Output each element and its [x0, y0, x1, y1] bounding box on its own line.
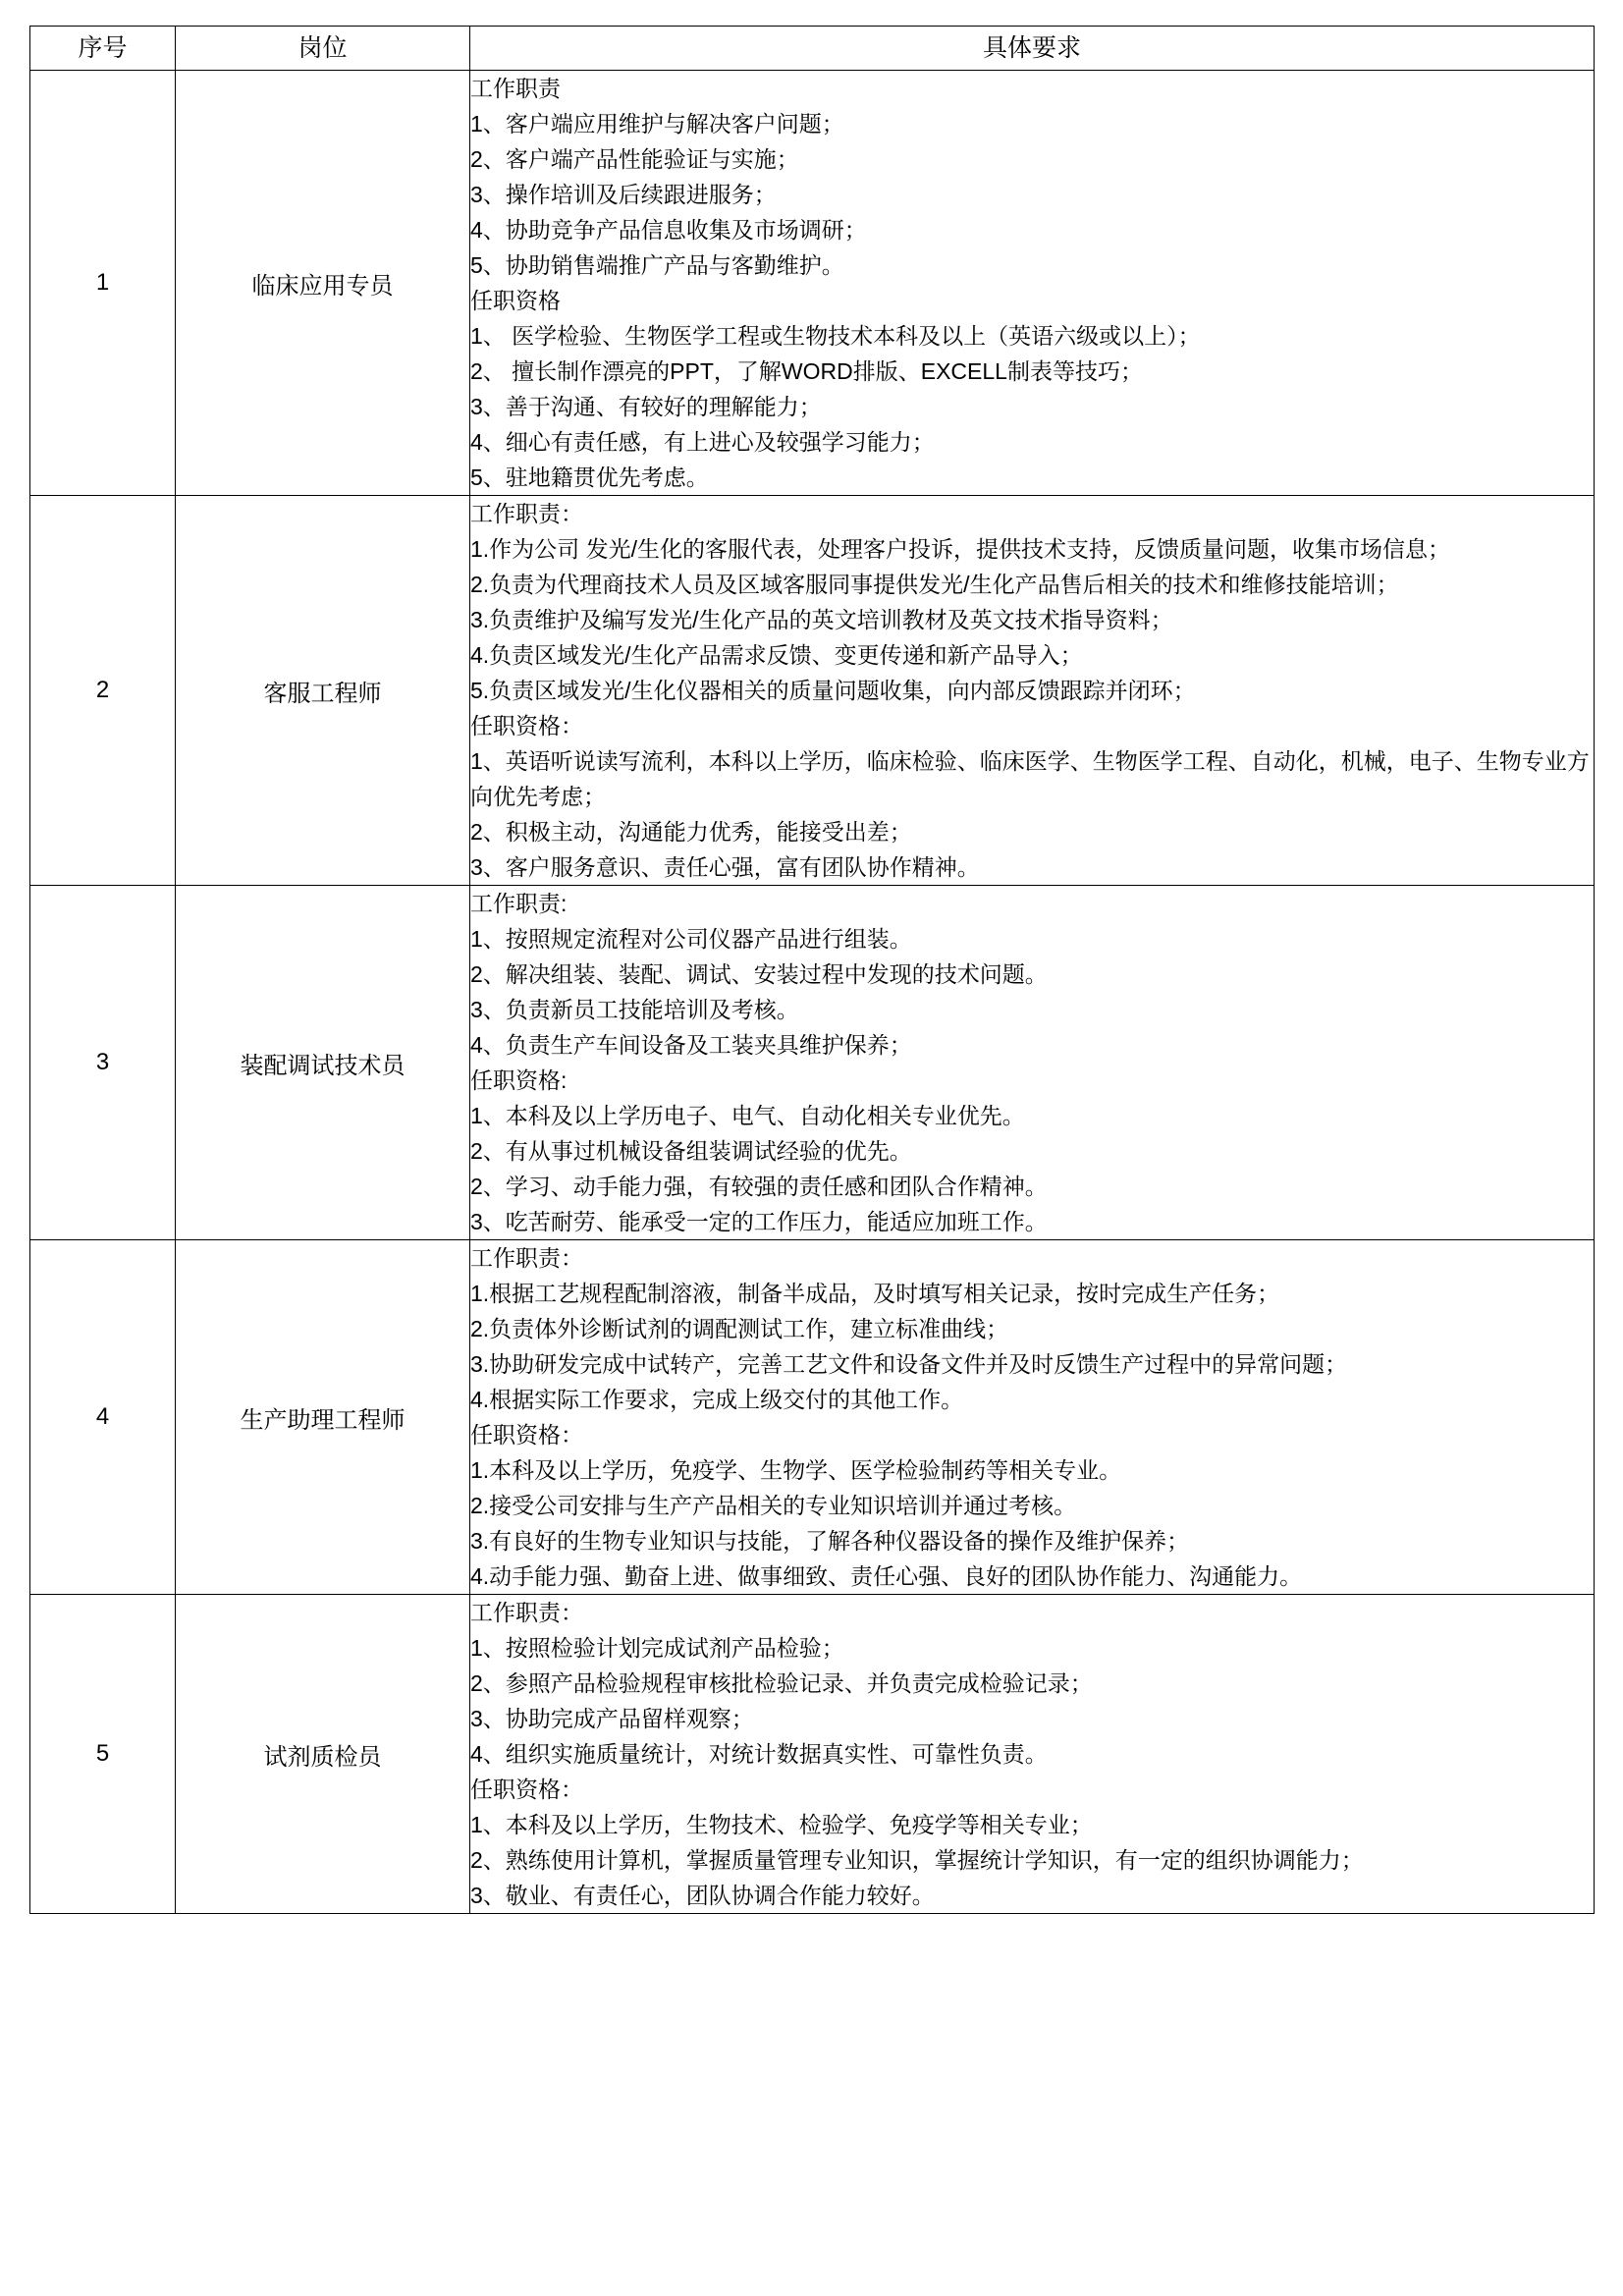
detail-line: 1.本科及以上学历，免疫学、生物学、医学检验制药等相关专业。 — [470, 1457, 1122, 1483]
detail-line: 2、参照产品检验规程审核批检验记录、并负责完成检验记录； — [470, 1670, 1093, 1696]
detail-line: 任职资格： — [470, 1777, 583, 1802]
column-header-index: 序号 — [30, 27, 176, 71]
detail-line: 5、协助销售端推广产品与客勤维护。 — [470, 252, 844, 278]
table-row — [30, 71, 1595, 496]
row-detail-5 — [470, 1595, 1595, 1914]
table-row — [30, 1595, 1595, 1914]
detail-line: 4、负责生产车间设备及工装夹具维护保养； — [470, 1032, 912, 1058]
detail-line: 3、善于沟通、有较好的理解能力； — [470, 394, 822, 419]
row-index-4: 4 — [30, 1240, 176, 1595]
detail-line: 1、英语听说读写流利，本科以上学历，临床检验、临床医学、生物医学工程、自动化，机械，电子、生物专业方向优先考虑； — [470, 748, 1590, 809]
detail-line: 5、驻地籍贯优先考虑。 — [470, 465, 709, 490]
detail-line: 1、 医学检验、生物医学工程或生物技术本科及以上（英语六级或以上）； — [470, 323, 1201, 349]
row-position-2: 客服工程师 — [176, 496, 470, 886]
detail-line: 3.协助研发完成中试转产，完善工艺文件和设备文件并及时反馈生产过程中的异常问题； — [470, 1351, 1348, 1377]
row-detail-1 — [470, 71, 1595, 496]
detail-line: 2、有从事过机械设备组装调试经验的优先。 — [470, 1138, 912, 1164]
detail-line: 1、客户端应用维护与解决客户问题； — [470, 111, 844, 137]
detail-line: 1.作为公司 发光/生化的客服代表，处理客户投诉，提供技术支持，反馈质量问题，收集市场信息； — [470, 536, 1450, 562]
detail-line: 1.根据工艺规程配制溶液，制备半成品，及时填写相关记录，按时完成生产任务； — [470, 1281, 1280, 1306]
detail-line: 工作职责: — [470, 891, 568, 916]
detail-line: 1、按照规定流程对公司仪器产品进行组装。 — [470, 926, 912, 952]
detail-line: 2、学习、动手能力强，有较强的责任感和团队合作精神。 — [470, 1174, 1048, 1199]
detail-line: 工作职责： — [470, 1600, 583, 1625]
detail-line: 4、细心有责任感，有上进心及较强学习能力； — [470, 429, 935, 455]
table-header-row — [30, 27, 1595, 71]
detail-line: 3、客户服务意识、责任心强，富有团队协作精神。 — [470, 854, 980, 880]
row-detail-3 — [470, 886, 1595, 1240]
detail-line: 工作职责： — [470, 1245, 583, 1271]
detail-line: 3、协助完成产品留样观察； — [470, 1706, 754, 1731]
column-header-detail: 具体要求 — [470, 27, 1595, 71]
detail-line: 2、积极主动，沟通能力优秀，能接受出差； — [470, 819, 912, 845]
detail-line: 1、按照检验计划完成试剂产品检验； — [470, 1635, 844, 1661]
detail-line: 4、协助竞争产品信息收集及市场调研； — [470, 217, 867, 243]
row-index-2: 2 — [30, 496, 176, 886]
table-header — [30, 27, 1595, 71]
column-header-position: 岗位 — [176, 27, 470, 71]
detail-line: 3、负责新员工技能培训及考核。 — [470, 997, 799, 1022]
table-row — [30, 1240, 1595, 1595]
detail-line: 任职资格: — [470, 1067, 568, 1093]
detail-line: 2、解决组装、装配、调试、安装过程中发现的技术问题。 — [470, 961, 1048, 987]
detail-line: 3.负责维护及编写发光/生化产品的英文培训教材及英文技术指导资料； — [470, 607, 1173, 632]
detail-line: 3.有良好的生物专业知识与技能，了解各种仪器设备的操作及维护保养； — [470, 1528, 1190, 1554]
row-detail-2 — [470, 496, 1595, 886]
detail-line: 3、吃苦耐劳、能承受一定的工作压力，能适应加班工作。 — [470, 1209, 1048, 1234]
detail-line: 4.动手能力强、勤奋上进、做事细致、责任心强、良好的团队协作能力、沟通能力。 — [470, 1563, 1303, 1589]
detail-text-2 — [470, 496, 1594, 885]
detail-line: 3、敬业、有责任心，团队协调合作能力较好。 — [470, 1883, 935, 1908]
row-position-5: 试剂质检员 — [176, 1595, 470, 1914]
detail-line: 任职资格： — [470, 713, 583, 738]
detail-text-5 — [470, 1595, 1594, 1913]
detail-line: 2、熟练使用计算机，掌握质量管理专业知识，掌握统计学知识，有一定的组织协调能力； — [470, 1847, 1364, 1873]
row-index-1: 1 — [30, 71, 176, 496]
detail-line: 2.负责体外诊断试剂的调配测试工作，建立标准曲线； — [470, 1316, 1009, 1341]
detail-line: 任职资格 — [470, 288, 561, 313]
detail-line: 2、 擅长制作漂亮的PPT，了解WORD排版、EXCELL制表等技巧； — [470, 358, 1143, 384]
row-index-3: 3 — [30, 886, 176, 1240]
detail-line: 任职资格： — [470, 1422, 583, 1448]
row-position-1: 临床应用专员 — [176, 71, 470, 496]
table-row — [30, 496, 1595, 886]
detail-line: 3、操作培训及后续跟进服务； — [470, 182, 777, 207]
detail-line: 2、客户端产品性能验证与实施； — [470, 146, 799, 172]
row-detail-4 — [470, 1240, 1595, 1595]
detail-line: 2.负责为代理商技术人员及区域客服同事提供发光/生化产品售后相关的技术和维修技能培训； — [470, 572, 1399, 597]
detail-line: 工作职责 — [470, 76, 561, 101]
row-position-4: 生产助理工程师 — [176, 1240, 470, 1595]
detail-line: 工作职责： — [470, 501, 583, 526]
detail-line: 2.接受公司安排与生产产品相关的专业知识培训并通过考核。 — [470, 1493, 1077, 1518]
detail-line: 5.负责区域发光/生化仪器相关的质量问题收集，向内部反馈跟踪并闭环； — [470, 678, 1196, 703]
detail-line: 4.根据实际工作要求，完成上级交付的其他工作。 — [470, 1387, 964, 1412]
detail-line: 1、本科及以上学历电子、电气、自动化相关专业优先。 — [470, 1103, 1025, 1128]
detail-line: 4、组织实施质量统计，对统计数据真实性、可靠性负责。 — [470, 1741, 1048, 1767]
row-index-5: 5 — [30, 1595, 176, 1914]
detail-text-1 — [470, 71, 1594, 495]
table-row — [30, 886, 1595, 1240]
detail-text-4 — [470, 1240, 1594, 1594]
row-position-3: 装配调试技术员 — [176, 886, 470, 1240]
detail-line: 4.负责区域发光/生化产品需求反馈、变更传递和新产品导入； — [470, 642, 1083, 668]
table-body — [30, 71, 1595, 1914]
detail-line: 1、本科及以上学历，生物技术、检验学、免疫学等相关专业； — [470, 1812, 1093, 1837]
job-requirements-table — [29, 26, 1595, 1914]
detail-text-3 — [470, 886, 1594, 1239]
